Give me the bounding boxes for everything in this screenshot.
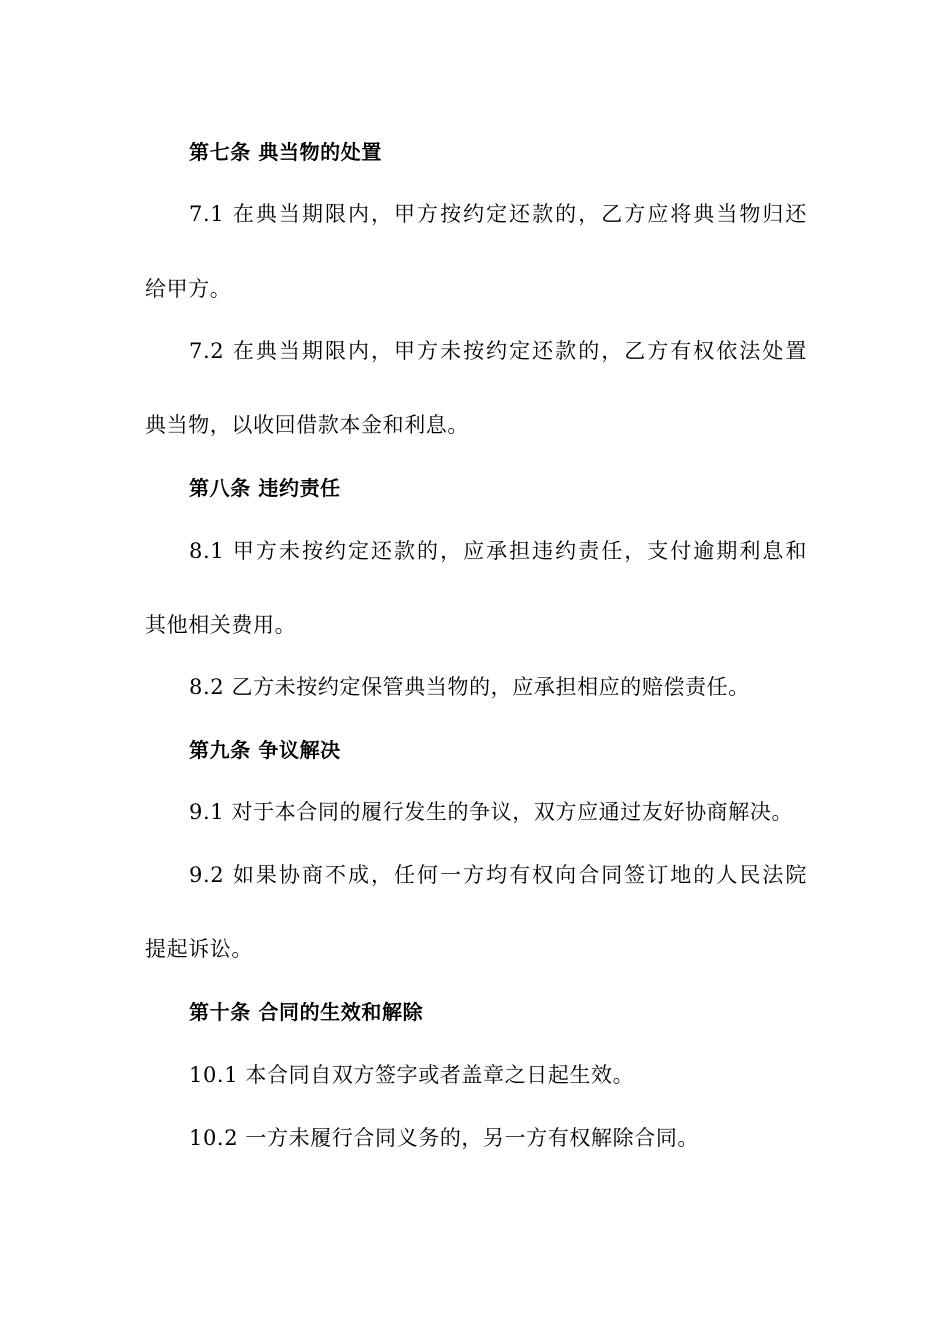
clause-8-1-line-2: 其他相关费用。 (145, 613, 297, 637)
article-7-heading: 第七条 典当物的处置 (189, 140, 382, 164)
clause-9-1: 9.1 对于本合同的履行发生的争议，双方应通过友好协商解决。 (189, 800, 794, 824)
clause-7-2-line-1: 7.2 在典当期限内，甲方未按约定还款的，乙方有权依法处置 (189, 339, 807, 363)
clause-8-2: 8.2 乙方未按约定保管典当物的，应承担相应的赔偿责任。 (189, 675, 750, 699)
clause-7-1-line-1: 7.1 在典当期限内，甲方按约定还款的，乙方应将典当物归还 (189, 202, 807, 226)
article-10-heading: 第十条 合同的生效和解除 (189, 1000, 424, 1024)
clause-7-2-line-2: 典当物，以收回借款本金和利息。 (145, 413, 469, 437)
clause-7-1-line-2: 给甲方。 (145, 277, 232, 301)
clause-9-2-line-1: 9.2 如果协商不成，任何一方均有权向合同签订地的人民法院 (189, 863, 807, 887)
article-8-heading: 第八条 违约责任 (189, 476, 341, 500)
clause-10-2: 10.2 一方未履行合同义务的，另一方有权解除合同。 (189, 1126, 700, 1150)
article-9-heading: 第九条 争议解决 (189, 738, 341, 762)
clause-8-1-line-1: 8.1 甲方未按约定还款的，应承担违约责任，支付逾期利息和 (189, 539, 807, 563)
clause-9-2-line-2: 提起诉讼。 (145, 937, 253, 961)
clause-10-1: 10.1 本合同自双方签字或者盖章之日起生效。 (189, 1063, 635, 1087)
